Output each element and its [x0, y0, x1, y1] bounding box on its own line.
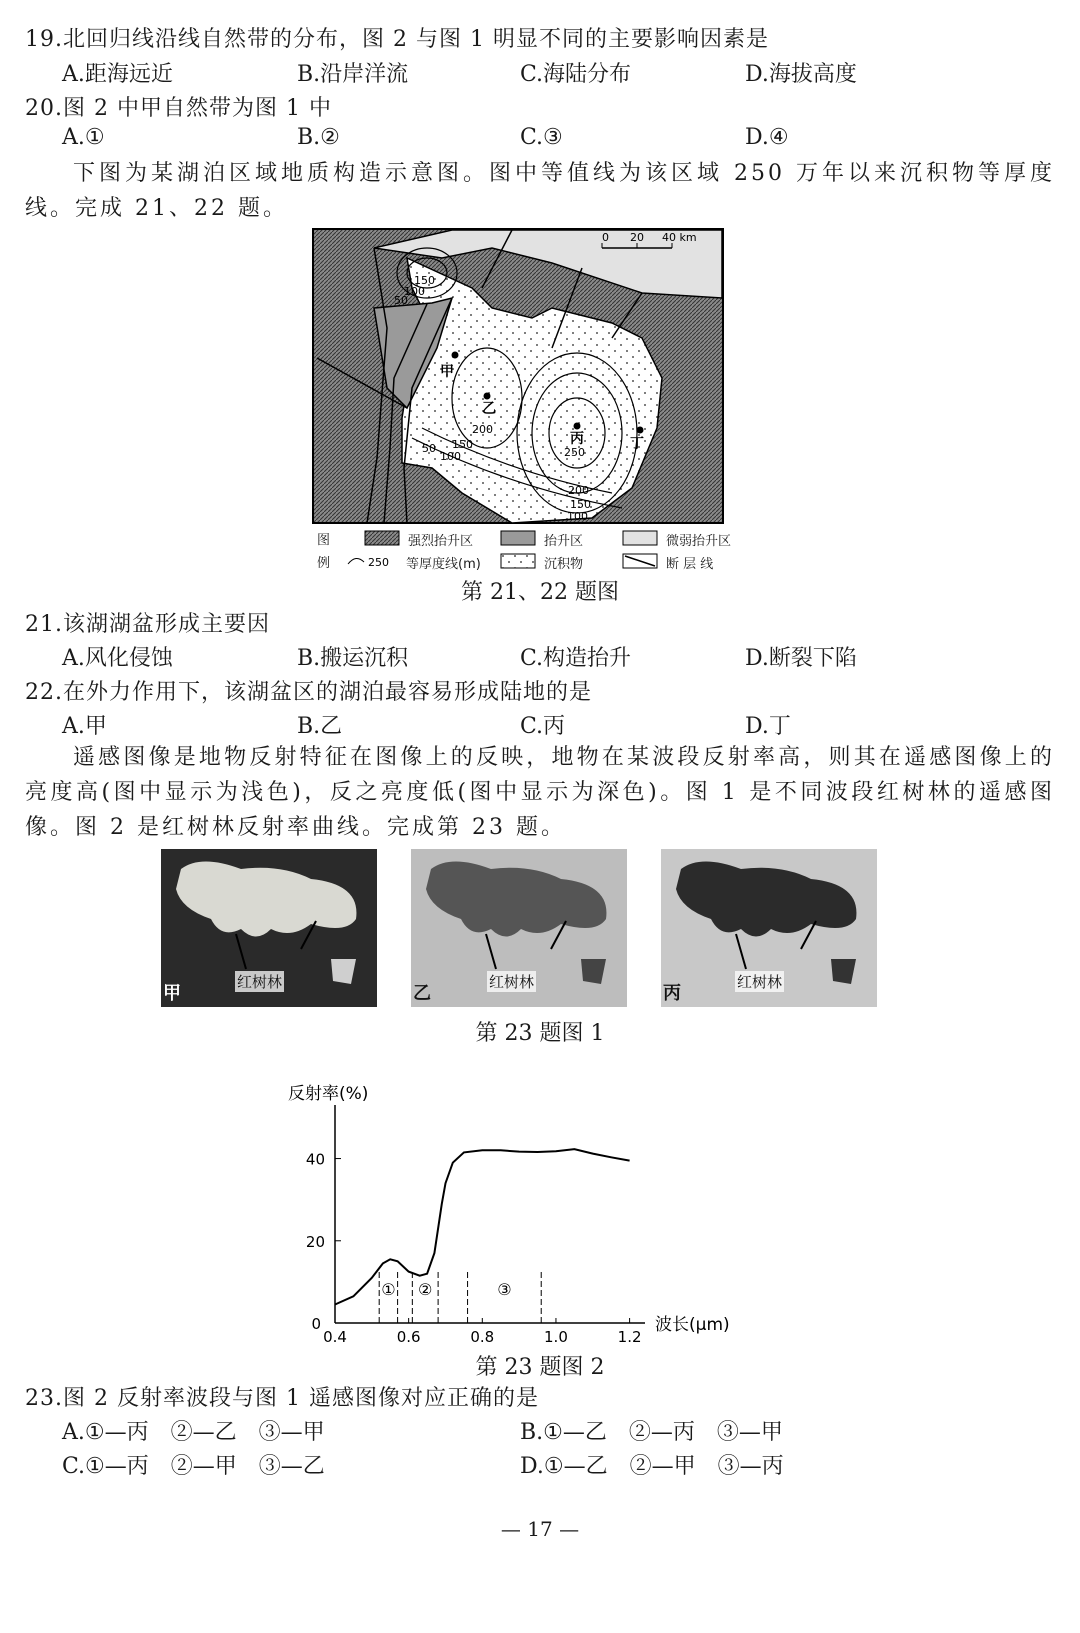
legend-swatch-weak	[622, 530, 658, 546]
contour-label: 50	[394, 294, 408, 307]
legend-swatch-sediment	[500, 553, 536, 569]
scale-label-0: 0	[602, 231, 609, 244]
legend-uplift: 抬升区	[544, 534, 584, 549]
q21-option-c: C.构造抬升	[520, 646, 632, 671]
q23-option-b: B.①—乙 ②—丙 ③—甲	[520, 1420, 783, 1445]
contour-label: 100	[567, 510, 588, 523]
contour-label: 150	[452, 438, 473, 451]
page-number: — 17 —	[500, 1517, 580, 1541]
place-dot-yi	[484, 393, 491, 400]
contour-label: 150	[570, 498, 591, 511]
q21-stem: 21.该湖湖盆形成主要因	[25, 612, 270, 637]
map-caption: 第 21、22 题图	[461, 580, 619, 605]
q23-stem: 23.图 2 反射率波段与图 1 遥感图像对应正确的是	[25, 1386, 539, 1411]
contour-label: 100	[404, 285, 425, 298]
x-tick-label: 0.4	[323, 1328, 347, 1346]
q21-option-d: D.断裂下陷	[745, 646, 857, 671]
chart-caption: 第 23 题图 2	[475, 1355, 605, 1380]
q19-option-d: D.海拔高度	[745, 62, 857, 87]
place-dot-ding	[637, 427, 644, 434]
x-tick-label: 1.2	[617, 1328, 642, 1346]
y-tick-label: 20	[305, 1232, 325, 1251]
remote-sensing-image-yi	[411, 849, 627, 1007]
chart-bands	[379, 1271, 541, 1323]
contour-label: 100	[440, 450, 461, 463]
legend-swatch-strong	[364, 530, 400, 546]
photos-caption: 第 23 题图 1	[475, 1021, 605, 1046]
q22-option-c: C.丙	[520, 714, 566, 739]
q20-option-c: C.③	[520, 125, 563, 150]
q21-option-a: A.风化侵蚀	[62, 646, 173, 671]
q22-option-d: D.丁	[745, 714, 791, 739]
q19-stem: 19.北回归线沿线自然带的分布，图 2 与图 1 明显不同的主要影响因素是	[25, 27, 769, 52]
band-label: ①	[381, 1280, 396, 1299]
legend-head-1: 图	[317, 533, 331, 548]
q19-option-c: C.海陆分布	[520, 62, 632, 87]
chart-ticks	[306, 1151, 642, 1346]
place-label-ding: 丁	[630, 436, 644, 452]
q20-stem: 20.图 2 中甲自然带为图 1 中	[25, 96, 332, 121]
mangrove-label: 红树林	[737, 973, 783, 991]
geology-map	[312, 228, 724, 524]
image-letter-bing: 丙	[663, 983, 681, 1004]
q19-option-a: A.距海远近	[62, 62, 173, 87]
legend-contour: 等厚度线(m)	[406, 557, 481, 572]
contour-label: 200	[472, 423, 493, 436]
svg-text:250: 250	[368, 556, 389, 569]
q20-option-a: A.①	[62, 125, 105, 150]
q22-option-b: B.乙	[297, 714, 343, 739]
x-tick-label: 0.6	[396, 1328, 421, 1346]
y-tick-label: 40	[305, 1150, 325, 1169]
place-label-jia: 甲	[440, 364, 454, 380]
q21-option-b: B.搬运沉积	[297, 646, 409, 671]
contour-label: 200	[568, 484, 589, 497]
legend-strong-uplift: 强烈抬升区	[408, 534, 474, 549]
scale-label-20: 20	[630, 231, 644, 244]
place-label-bing: 丙	[570, 431, 584, 447]
reflectance-chart	[280, 1075, 780, 1350]
q22-stem: 22.在外力作用下，该湖盆区的湖泊最容易形成陆地的是	[25, 680, 592, 705]
q20-option-b: B.②	[297, 125, 340, 150]
legend-sediment: 沉积物	[544, 557, 584, 572]
legend-weak-uplift: 微弱抬升区	[666, 534, 732, 549]
legend-swatch-uplift	[500, 530, 536, 546]
band-label: ③	[497, 1280, 512, 1299]
q23-option-d: D.①—乙 ②—甲 ③—丙	[520, 1454, 784, 1479]
x-tick-label: 1.0	[544, 1328, 568, 1346]
intro-23: 遥感图像是地物反射特征在图像上的反映，地物在某波段反射率高，则其在遥感图像上的亮度高(图中显示为浅色)，反之亮度低(图中显示为深色)。图 1 是不同波段红树林的遥感图像。图 2 是红树林反射率曲线。完成第 23 题。	[25, 745, 1055, 840]
q23-option-c: C.①—丙 ②—甲 ③—乙	[62, 1454, 325, 1479]
q22-option-a: A.甲	[62, 714, 107, 739]
x-tick-label: 0.8	[470, 1328, 495, 1346]
image-letter-jia: 甲	[163, 983, 181, 1004]
remote-sensing-image-bing	[661, 849, 877, 1007]
mangrove-label: 红树林	[237, 973, 283, 991]
contour-label: 250	[564, 446, 585, 459]
scale-label-40: 40 km	[662, 231, 697, 244]
legend-fault: 断 层 线	[666, 557, 714, 572]
place-label-yi: 乙	[482, 401, 496, 417]
origin-label: 0	[311, 1315, 321, 1333]
intro-21-22: 下图为某湖泊区域地质构造示意图。图中等值线为该区域 250 万年以来沉积物等厚度线。完成 21、22 题。	[25, 161, 1055, 221]
y-axis-label: 反射率(%)	[288, 1084, 369, 1104]
remote-sensing-image-jia	[161, 849, 377, 1007]
legend-head-2: 例	[317, 556, 331, 571]
q19-option-b: B.沿岸洋流	[297, 62, 409, 87]
image-letter-yi: 乙	[413, 983, 431, 1004]
contour-label: 50	[422, 442, 436, 455]
mangrove-label: 红树林	[489, 973, 535, 991]
place-dot-bing	[574, 423, 581, 430]
x-axis-label: 波长(μm)	[655, 1315, 730, 1335]
legend-contour-swatch	[346, 552, 404, 570]
q20-option-d: D.④	[745, 125, 789, 150]
legend-swatch-fault	[622, 553, 658, 569]
place-dot-jia	[452, 352, 459, 359]
q23-option-a: A.①—丙 ②—乙 ③—甲	[62, 1420, 325, 1445]
contour-label: 150	[414, 274, 435, 287]
band-label: ②	[418, 1280, 433, 1299]
